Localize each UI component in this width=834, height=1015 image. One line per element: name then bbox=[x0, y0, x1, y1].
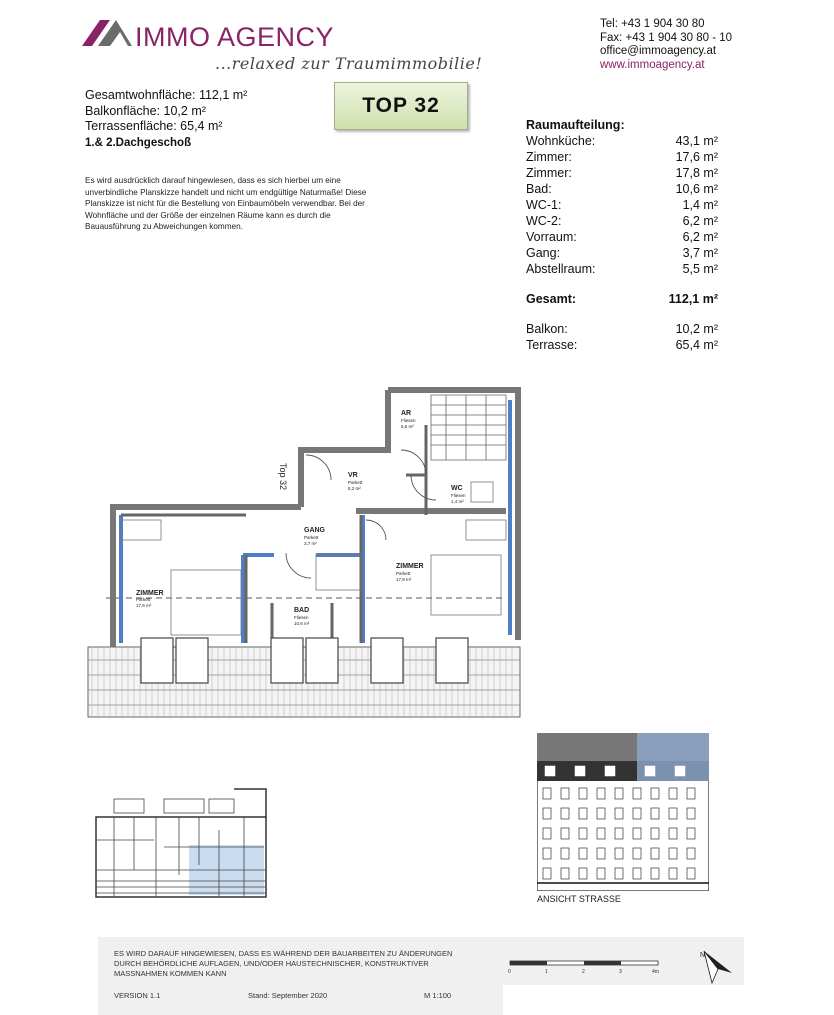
outdoor-row: Balkon: 10,2 m² bbox=[526, 322, 718, 336]
elevation-caption: ANSICHT STRASSE bbox=[537, 894, 621, 904]
street-elevation-drawing bbox=[537, 733, 709, 891]
contact-tel: Tel: +43 1 904 30 80 bbox=[600, 18, 705, 30]
terrace-area: Terrassenfläche: 65,4 m² bbox=[85, 119, 223, 133]
room-row: Abstellraum: 5,5 m² bbox=[526, 262, 718, 276]
plan-room-zimmer-2-floor: Parkett bbox=[396, 571, 411, 576]
footer-version: VERSION 1.1 bbox=[114, 991, 161, 1000]
brand-slogan: ...relaxed zur Traumimmobilie! bbox=[215, 54, 483, 73]
building-overview-plan bbox=[94, 785, 274, 900]
plan-room-zimmer-1-area: 17,6 m² bbox=[136, 603, 152, 608]
scale-tick-1: 1 bbox=[545, 969, 548, 975]
north-label: N bbox=[700, 952, 706, 959]
room-row: Wohnküche: 43,1 m² bbox=[526, 134, 718, 148]
plan-room-ar: AR bbox=[401, 410, 412, 417]
plan-room-zimmer-2: ZIMMER bbox=[396, 563, 424, 570]
plan-room-wc-floor: Fliesen bbox=[451, 493, 466, 498]
brand-name: IMMO AGENCY bbox=[135, 22, 335, 52]
north-arrow-icon bbox=[698, 947, 738, 985]
plan-room-vr: VR bbox=[348, 472, 358, 479]
room-row: Bad: 10,6 m² bbox=[526, 182, 718, 196]
room-total-row: Gesamt: 112,1 m² bbox=[526, 292, 718, 306]
scale-tick-0: 0 bbox=[508, 969, 511, 975]
plan-unit-label: Top 32 bbox=[278, 463, 288, 491]
total-living-area: Gesamtwohnfläche: 112,1 m² bbox=[85, 88, 248, 102]
footer-date: Stand: September 2020 bbox=[248, 991, 328, 1000]
footer-scale: M 1:100 bbox=[424, 991, 452, 1000]
scale-tick-3: 3 bbox=[619, 969, 622, 975]
room-row: WC-2: 6,2 m² bbox=[526, 214, 718, 228]
footer-panel bbox=[98, 937, 744, 1015]
plan-room-bad: BAD bbox=[294, 607, 310, 614]
contact-website[interactable]: www.immoagency.at bbox=[600, 58, 705, 71]
plan-room-zimmer-1-floor: Parkett bbox=[136, 597, 151, 602]
plan-room-wc: WC bbox=[451, 485, 463, 492]
room-table-title: Raumaufteilung: bbox=[526, 118, 625, 132]
plan-room-ar-area: 5,5 m² bbox=[401, 424, 414, 429]
room-row: Zimmer: 17,6 m² bbox=[526, 150, 718, 164]
unit-badge: TOP 32 bbox=[334, 82, 468, 130]
plan-room-zimmer-2-area: 17,8 m² bbox=[396, 577, 412, 582]
scale-bar bbox=[508, 955, 668, 977]
outdoor-row: Terrasse: 65,4 m² bbox=[526, 338, 718, 352]
plan-room-bad-floor: Fliesen bbox=[294, 615, 309, 620]
scale-tick-4: 4m bbox=[652, 969, 659, 975]
plan-room-ar-floor: Fliesen bbox=[401, 418, 416, 423]
plan-room-bad-area: 10,6 m² bbox=[294, 621, 310, 626]
floor-level: 1.& 2.Dachgeschoß bbox=[85, 136, 192, 149]
plan-room-vr-area: 6,2 m² bbox=[348, 486, 361, 491]
room-row: WC-1: 1,4 m² bbox=[526, 198, 718, 212]
plan-room-gang-floor: Parkett bbox=[304, 535, 319, 540]
room-breakdown-table bbox=[526, 118, 718, 353]
room-row: Zimmer: 17,8 m² bbox=[526, 166, 718, 180]
plan-room-vr-floor: Parkett bbox=[348, 480, 363, 485]
plan-room-wc-area: 1,4 m² bbox=[451, 499, 464, 504]
footer-note: ES WIRD DARAUF HINGEWIESEN, DASS ES WÄHREND DER BAUARBEITEN ZU ÄNDERUNGEN DURCH BEHÖRDLICHE AUFLAGEN, UND/ODER HAUSTECHNISCHER, KONSTRUKTIVER MASSNAHMEN KOMMEN KANN bbox=[114, 949, 453, 978]
floor-plan-drawing bbox=[86, 385, 531, 720]
plan-room-gang: GANG bbox=[304, 527, 325, 534]
room-row: Vorraum: 6,2 m² bbox=[526, 230, 718, 244]
unit-area-summary bbox=[85, 88, 247, 151]
scale-tick-2: 2 bbox=[582, 969, 585, 975]
contact-fax: Fax: +43 1 904 30 80 - 10 bbox=[600, 31, 733, 44]
plan-room-gang-area: 3,7 m² bbox=[304, 541, 317, 546]
balcony-area: Balkonfläche: 10,2 m² bbox=[85, 103, 206, 118]
contact-email[interactable]: office@immoagency.at bbox=[600, 45, 717, 57]
disclaimer-text: Es wird ausdrücklich darauf hingewiesen, dass es sich hierbei um eine unverbindliche Planskizze handelt und nicht um endgültige Naturmaße! Diese Planskizze ist nicht für die Bestellung von Einbaumöbeln verwendbar. Bei der Wohnfläche und der Größe der einzelnen Räume kann es durch die Bauausführung zu Abweichungen kommen. bbox=[85, 176, 367, 231]
room-row: Gang: 3,7 m² bbox=[526, 246, 718, 260]
contact-block bbox=[600, 18, 732, 72]
plan-room-zimmer-1: ZIMMER bbox=[136, 590, 164, 597]
